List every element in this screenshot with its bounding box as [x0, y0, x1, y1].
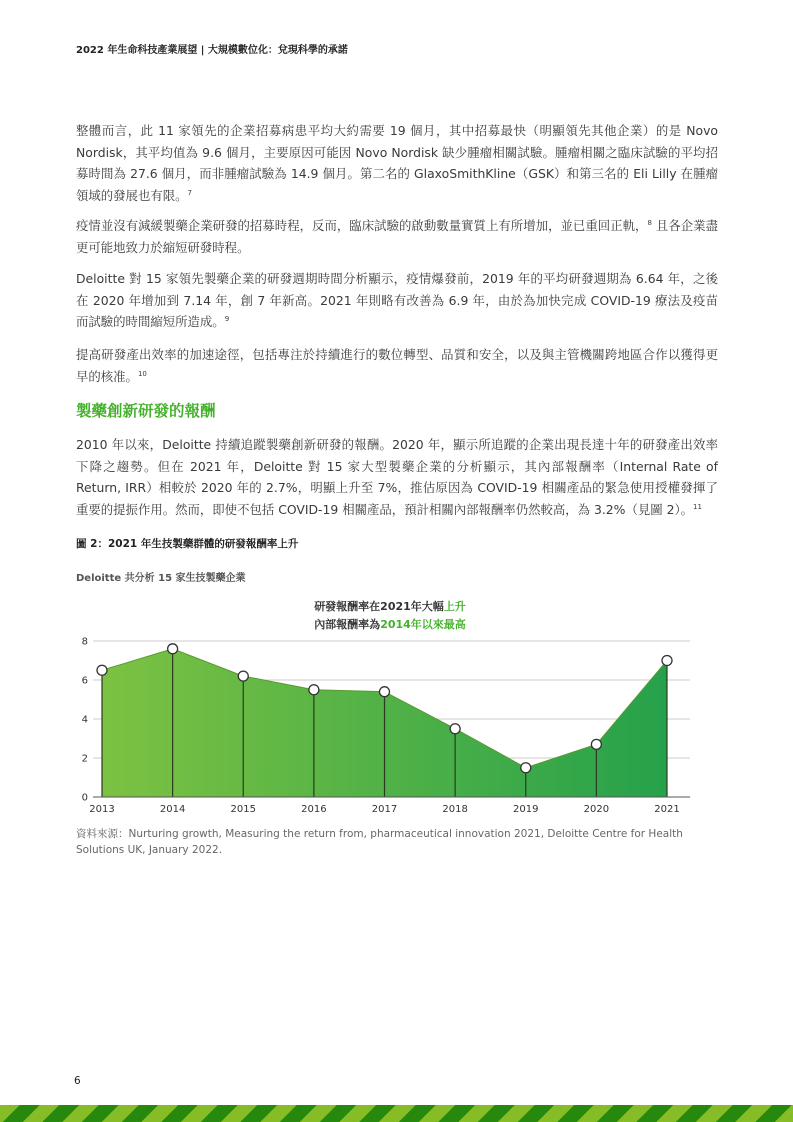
data-point	[309, 685, 319, 695]
y-tick-label: 0	[81, 792, 88, 804]
chart-annotation-line-1: 研發報酬率在2021年大幅上升	[314, 600, 466, 613]
x-tick-label: 2013	[89, 804, 115, 815]
figure-caption: 圖 2：2021 年生技製藥群體的研發報酬率上升	[76, 538, 299, 550]
footnote-ref[interactable]: 10	[137, 369, 147, 378]
data-point	[662, 656, 672, 666]
footnote-ref[interactable]: 11	[693, 502, 702, 511]
data-point	[168, 644, 178, 654]
data-point	[238, 671, 248, 681]
data-point	[380, 687, 390, 697]
paragraph-4: 提高研發產出效率的加速途徑，包括專注於持續進行的數位轉型、品質和安全，以及與主管機關跨地區合作以獲得更早的核准。$^{10}$	[76, 347, 718, 384]
data-point	[97, 665, 107, 675]
x-tick-label: 2014	[159, 804, 186, 815]
x-tick-label: 2020	[583, 804, 610, 815]
data-point	[521, 763, 531, 773]
y-tick-label: 4	[81, 714, 88, 726]
section-paragraph: 2010 年以來，Deloitte 持續追蹤製藥創新研發的報酬。2020 年，顯示所追蹤的企業出現長達十年的研發產出效率下降之趨勢。但在 2021 年，Deloitte 對 15 家大型製藥企業的分析顯示，其內部報酬率（Internal Rate of Return, IRR）相較於 2020 年的 2.7%，明顯上升至 7%，推估原因為 COVID-19 相關產品的緊急使用授權發揮了重要的提振作用。然而，即使不包括 COVID-19 相關產品，預計相關內部報酬率仍然較高，為 3.2%（見圖 2）。$^{11}$	[76, 437, 718, 517]
paragraph-2: 疫情並沒有減緩製藥企業研發的招募時程，反而，臨床試驗的啟動數量實質上有所增加，並已重回正軌，$^8$ 且各企業盡更可能地致力於縮短研發時程。	[76, 218, 718, 255]
figure-subtitle: Deloitte 共分析 15 家生技製藥企業	[76, 573, 246, 584]
x-tick-label: 2021	[654, 804, 680, 815]
paragraph-1: 整體而言，此 11 家領先的企業招募病患平均大約需要 19 個月，其中招募最快（明顯領先其他企業）的是 Novo Nordisk，其平均值為 9.6 個月，主要原因可能因 Novo Nordisk 缺少腫瘤相關試驗。腫瘤相關之臨床試驗的平均招募時間為 27.6 個月，而非腫瘤試驗為 14.9 個月。第二名的 GlaxoSmithKline（GSK）和第三名的 Eli Lilly 在腫瘤領域的發展也有限。$^7$	[76, 123, 718, 203]
section-title: 製藥創新研發的報酬	[76, 402, 216, 420]
y-tick-label: 2	[81, 753, 88, 765]
x-tick-label: 2015	[230, 804, 256, 815]
header-title: 2022 年生命科技產業展望 | 大規模數位化：兌現科學的承諾	[76, 45, 348, 56]
footnote-ref[interactable]: 7	[187, 188, 192, 197]
figure-source: 資料來源：Nurturing growth, Measuring the return from, pharmaceutical innovation 2021, Deloitte Centre for Health Solutions UK, January 2022.	[76, 828, 683, 856]
chart-annotation-line-2: 內部報酬率為2014年以來最高	[314, 618, 466, 631]
x-tick-label: 2019	[513, 804, 539, 815]
footnote-ref[interactable]: 8	[647, 218, 652, 227]
x-tick-label: 2016	[301, 804, 327, 815]
footnote-ref[interactable]: 9	[224, 314, 230, 323]
data-point	[591, 739, 601, 749]
x-tick-label: 2017	[371, 804, 398, 815]
data-point	[450, 724, 460, 734]
paragraph-3: Deloitte 對 15 家領先製藥企業的研發週期時間分析顯示，疫情爆發前，2019 年的平均研發週期為 6.64 年，之後在 2020 年增加到 7.14 年，創 7 年新高。2021 年則略有改善為 6.9 年，由於為加快完成 COVID-19 療法及疫苗而試驗的時間縮短所造成。$^9$	[76, 271, 718, 329]
page-number: 6	[74, 1075, 81, 1087]
x-tick-label: 2018	[442, 804, 468, 815]
y-tick-label: 6	[81, 675, 88, 687]
footer-stripe-band	[0, 1105, 793, 1122]
y-tick-label: 8	[81, 636, 88, 648]
